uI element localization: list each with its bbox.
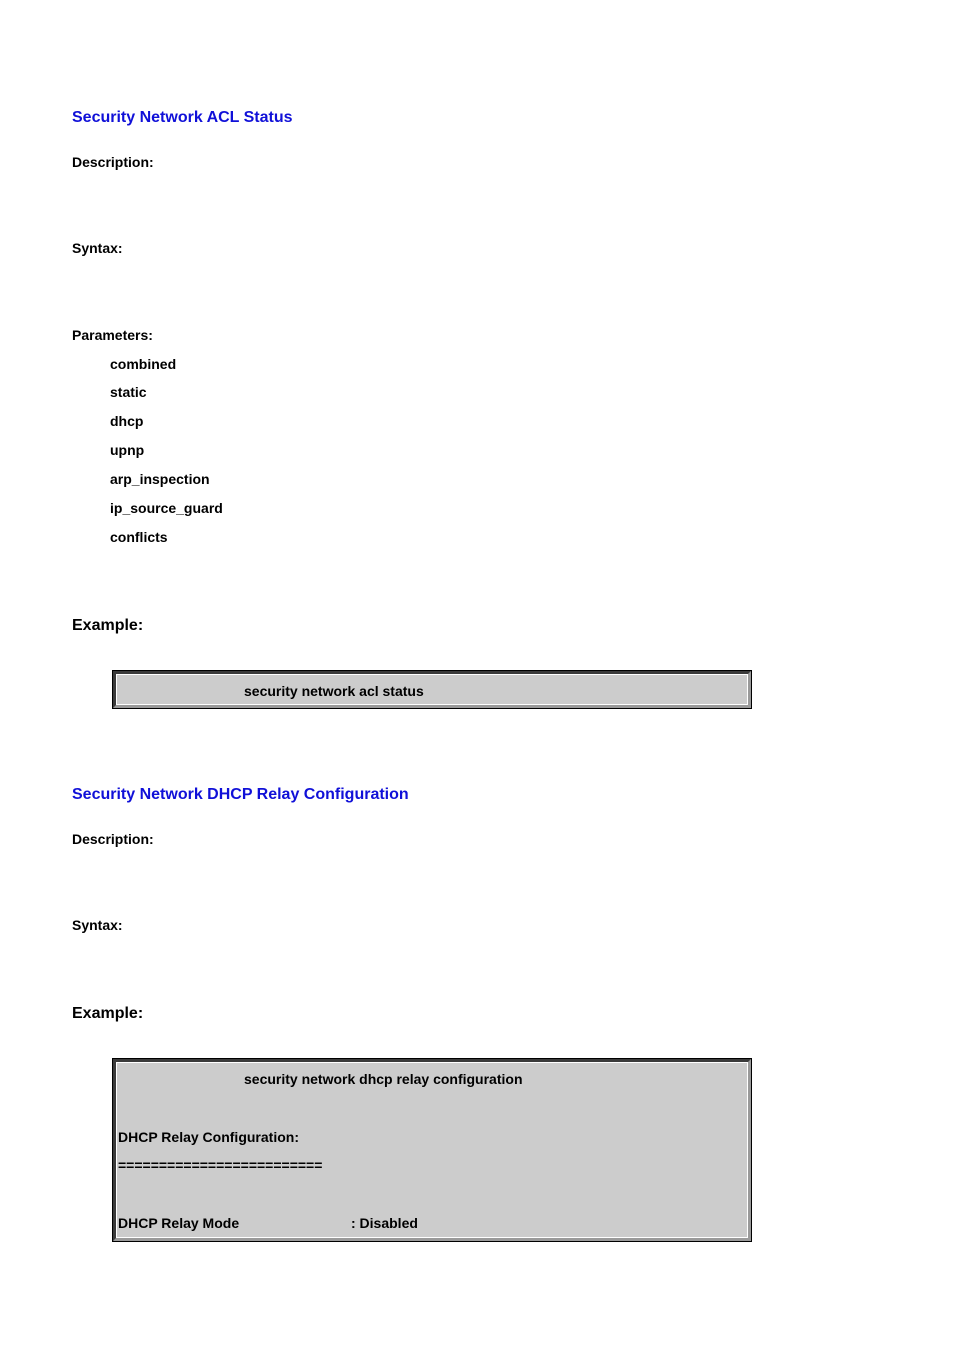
example-code-box: [113, 671, 751, 708]
parameters-label: Parameters:: [72, 327, 153, 343]
output-heading: DHCP Relay Configuration:: [118, 1129, 299, 1145]
example-command: security network dhcp relay configuration: [244, 1071, 523, 1087]
relay-mode-value: : Disabled: [351, 1215, 418, 1231]
code-box-bevel: [116, 1062, 748, 1238]
parameter-item-ip-source-guard: ip_source_guard: [110, 500, 223, 516]
parameter-item-static: static: [110, 384, 147, 400]
example-code-box: [113, 1059, 751, 1241]
syntax-label: Syntax:: [72, 240, 123, 256]
section-title-dhcp-relay-configuration: Security Network DHCP Relay Configuration: [72, 786, 409, 803]
example-label: Example:: [72, 1005, 144, 1022]
parameter-item-upnp: upnp: [110, 442, 145, 458]
output-rule: =========================: [118, 1157, 323, 1173]
description-label: Description:: [72, 831, 154, 847]
parameter-item-conflicts: conflicts: [110, 529, 168, 545]
parameter-item-arp-inspection: arp_inspection: [110, 471, 210, 487]
section-title-acl-status: Security Network ACL Status: [72, 109, 293, 126]
description-label: Description:: [72, 154, 154, 170]
example-command: security network acl status: [244, 683, 424, 699]
code-box-bevel: [116, 674, 748, 705]
parameter-item-dhcp: dhcp: [110, 413, 144, 429]
example-label: Example:: [72, 617, 144, 634]
relay-mode-label: DHCP Relay Mode: [118, 1215, 240, 1231]
parameter-item-combined: combined: [110, 356, 177, 372]
syntax-label: Syntax:: [72, 917, 123, 933]
